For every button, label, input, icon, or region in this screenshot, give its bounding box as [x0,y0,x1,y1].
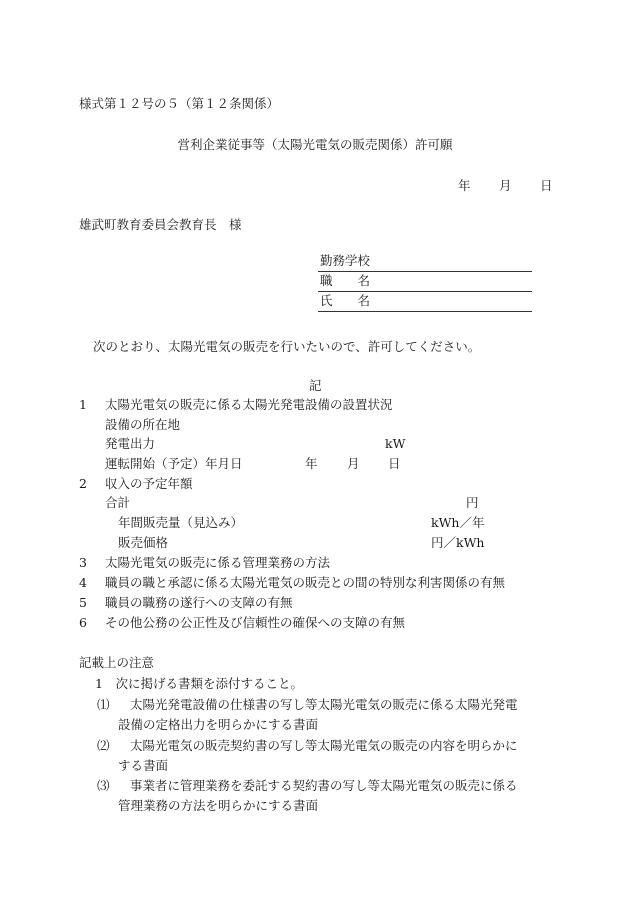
date-month: 月 [499,178,512,193]
note-1: 1 次に掲げる書類を添付すること。 [95,676,303,691]
item-4-number: 4 [79,575,87,590]
item-3-label: 太陽光電気の販売に係る管理業務の方法 [105,555,331,570]
item-6-number: 6 [79,615,87,630]
note-sub-1-mark: ⑴ [97,697,110,712]
start-date-label: 運転開始（予定）年月日 [105,456,243,471]
start-year: 年 [305,456,318,471]
item-3 [79,555,330,571]
request-text: 次のとおり、太陽光電気の販売を行いたいので、許可してください。 [93,339,481,354]
total-unit: 円 [466,495,479,510]
annual-sales-unit: kWh／年 [431,515,485,530]
note-sub-2-line-1: 太陽光電気の販売契約書の写し等太陽光電気の販売の内容を明らかに [130,738,518,753]
note-sub-3-line-1: 事業者に管理業務を委託する契約書の写し等太陽光電気の販売に係る [130,778,518,793]
item-4-label: 職員の職と承認に係る太陽光電気の販売との間の特別な利害関係の有無 [105,575,506,590]
item-3-number: 3 [79,555,87,570]
position-label: 職 名 [320,273,371,288]
name-field [318,291,532,312]
note-sub-1-line-2: 設備の定格出力を明らかにする書面 [118,717,319,732]
ki-heading: 記 [309,378,322,393]
output-label: 発電出力 [105,436,156,451]
name-label: 氏 名 [320,293,371,308]
date-day: 日 [540,178,553,193]
item-1-label: 太陽光電気の販売に係る太陽光発電設備の設置状況 [105,397,393,412]
item-5-label: 職員の職務の遂行への支障の有無 [105,595,293,610]
note-sub-3-line-2: 管理業務の方法を明らかにする書面 [118,798,319,813]
form-title: 営利企業従事等（太陽光電気の販売関係）許可願 [177,137,453,152]
note-sub-1-line-1: 太陽光発電設備の仕様書の写し等太陽光電気の販売に係る太陽光発電 [130,697,518,712]
item-4 [79,575,505,591]
price-unit: 円／kWh [431,535,485,550]
note-sub-2-line-2: する書面 [118,758,169,773]
output-unit: kW [385,436,406,451]
item-2-number: 2 [79,476,87,491]
item-6 [79,615,405,631]
item-5 [79,595,293,611]
note-sub-3-mark: ⑶ [97,778,110,793]
note-sub-2-mark: ⑵ [97,738,110,753]
start-month: 月 [347,456,360,471]
item-5-number: 5 [79,595,87,610]
item-2 [79,476,193,492]
school-label: 勤務学校 [320,253,371,268]
form-number: 様式第１２号の５（第１２条関係） [79,96,280,111]
facility-location-label: 設備の所在地 [105,417,181,432]
addressee: 雄武町教育委員会教育長 様 [79,217,242,232]
school-field [318,251,532,272]
start-day: 日 [388,456,401,471]
notes-heading: 記載上の注意 [79,655,155,670]
item-2-label: 収入の予定年額 [105,476,193,491]
total-label: 合計 [105,495,131,510]
item-6-label: その他公務の公正性及び信頼性の確保への支障の有無 [105,615,406,630]
item-1 [79,397,393,413]
item-1-number: 1 [79,397,87,412]
position-field [318,271,532,292]
price-label: 販売価格 [118,535,169,550]
date-year: 年 [458,178,471,193]
annual-sales-label: 年間販売量（見込み） [118,515,244,530]
